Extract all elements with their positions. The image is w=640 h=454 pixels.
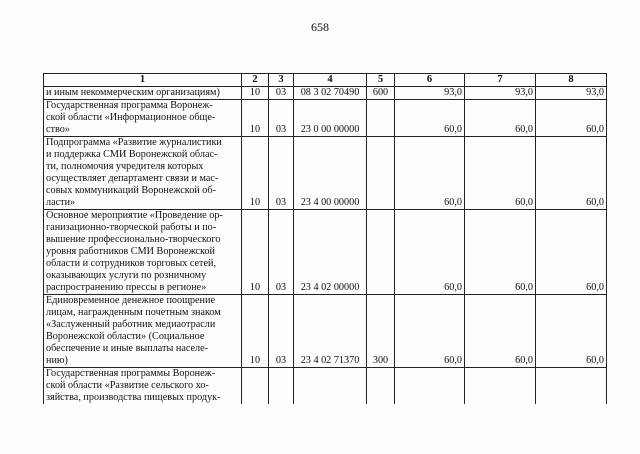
description-line: Единовременное денежное поощрение xyxy=(46,295,215,306)
cell-subsection: 03 xyxy=(269,210,294,295)
cell-amount-1: 60,0 xyxy=(395,295,465,368)
cell-subsection: 03 xyxy=(269,295,294,368)
description-line: и поддержка СМИ Воронежской облас- xyxy=(46,149,218,160)
cell-target-code: 23 0 00 00000 xyxy=(294,100,367,137)
cell-expense-type xyxy=(367,137,395,210)
description-line: Подпрограмма «Развитие журналистики xyxy=(46,137,222,148)
cell-amount-3: 93,0 xyxy=(536,87,607,100)
cell-expense-type xyxy=(367,210,395,295)
description-line: зяйства, производства пищевых продук- xyxy=(46,392,221,403)
cell-amount-2: 60,0 xyxy=(465,100,536,137)
cell-amount-3: 60,0 xyxy=(536,100,607,137)
cell-subsection: 03 xyxy=(269,87,294,100)
header-col-4: 4 xyxy=(294,74,367,87)
cell-expense-type: 600 xyxy=(367,87,395,100)
cell-amount-2: 60,0 xyxy=(465,137,536,210)
description-line: осуществляет департамент связи и мас- xyxy=(46,173,219,184)
description-line: совых коммуникаций Воронежской об- xyxy=(46,185,216,196)
cell-amount-1: 60,0 xyxy=(395,210,465,295)
cell-expense-type xyxy=(367,368,395,405)
table-row xyxy=(44,295,607,368)
cell-expense-type: 300 xyxy=(367,295,395,368)
cell-section: 10 xyxy=(242,87,269,100)
cell-description xyxy=(44,100,242,137)
description-line: ской области «Информационное обще- xyxy=(46,112,216,123)
cell-description xyxy=(44,295,242,368)
description-line: «Заслуженный работник медиаотрасли xyxy=(46,319,216,330)
cell-amount-3: 60,0 xyxy=(536,137,607,210)
table-row xyxy=(44,137,607,210)
header-col-2: 2 xyxy=(242,74,269,87)
header-col-3: 3 xyxy=(269,74,294,87)
cell-subsection: 03 xyxy=(269,137,294,210)
description-line: обеспечение и иные выплаты населе- xyxy=(46,343,209,354)
table-row xyxy=(44,87,607,100)
description-line: Воронежской области» (Социальное xyxy=(46,331,205,342)
cell-target-code: 08 3 02 70490 xyxy=(294,87,367,100)
cell-section xyxy=(242,368,269,405)
description-line: распространению прессы в регионе» xyxy=(46,282,207,293)
cell-section: 10 xyxy=(242,295,269,368)
cell-amount-2: 60,0 xyxy=(465,295,536,368)
cell-amount-1 xyxy=(395,368,465,405)
description-line: вышение профессионально-творческого xyxy=(46,234,221,245)
description-line: Государственная программа Воронеж- xyxy=(46,100,213,111)
budget-table xyxy=(43,73,607,404)
cell-target-code xyxy=(294,368,367,405)
cell-amount-2: 93,0 xyxy=(465,87,536,100)
cell-section: 10 xyxy=(242,137,269,210)
cell-description xyxy=(44,210,242,295)
description-line: ласти» xyxy=(46,197,76,208)
cell-section: 10 xyxy=(242,100,269,137)
header-row xyxy=(44,74,607,87)
header-col-5: 5 xyxy=(367,74,395,87)
cell-amount-3 xyxy=(536,368,607,405)
cell-amount-2: 60,0 xyxy=(465,210,536,295)
table-row xyxy=(44,210,607,295)
cell-description xyxy=(44,87,242,100)
description-line: области и сотрудников торговых сетей, xyxy=(46,258,216,269)
cell-target-code: 23 4 00 00000 xyxy=(294,137,367,210)
cell-section: 10 xyxy=(242,210,269,295)
description-line: уровня работников СМИ Воронежской xyxy=(46,246,215,257)
cell-amount-1: 93,0 xyxy=(395,87,465,100)
description-line: ти, полномочия учредителя которых xyxy=(46,161,204,172)
page-number: 658 xyxy=(311,20,329,34)
cell-amount-2 xyxy=(465,368,536,405)
header-col-7: 7 xyxy=(465,74,536,87)
cell-description xyxy=(44,137,242,210)
cell-subsection xyxy=(269,368,294,405)
description-line: ганизационно-творческой работы и по- xyxy=(46,222,217,233)
description-line: ство» xyxy=(46,124,70,135)
header-col-6: 6 xyxy=(395,74,465,87)
cell-expense-type xyxy=(367,100,395,137)
cell-target-code: 23 4 02 00000 xyxy=(294,210,367,295)
description-line: Основное мероприятие «Проведение ор- xyxy=(46,210,223,221)
description-line: оказывающих услуги по розничному xyxy=(46,270,207,281)
description-line: лицам, награжденным почетным знаком xyxy=(46,307,221,318)
header-col-8: 8 xyxy=(536,74,607,87)
cell-target-code: 23 4 02 71370 xyxy=(294,295,367,368)
table-row xyxy=(44,100,607,137)
description-line: и иным некоммерческим организациям) xyxy=(46,87,220,98)
cell-amount-1: 60,0 xyxy=(395,137,465,210)
description-line: ской области «Развитие сельского хо- xyxy=(46,380,209,391)
cell-amount-1: 60,0 xyxy=(395,100,465,137)
header-col-1: 1 xyxy=(44,74,242,87)
cell-amount-3: 60,0 xyxy=(536,295,607,368)
cell-amount-3: 60,0 xyxy=(536,210,607,295)
description-line: нию) xyxy=(46,355,68,366)
cell-subsection: 03 xyxy=(269,100,294,137)
description-line: Государственная программы Воронеж- xyxy=(46,368,216,379)
table-row xyxy=(44,368,607,405)
cell-description xyxy=(44,368,242,405)
